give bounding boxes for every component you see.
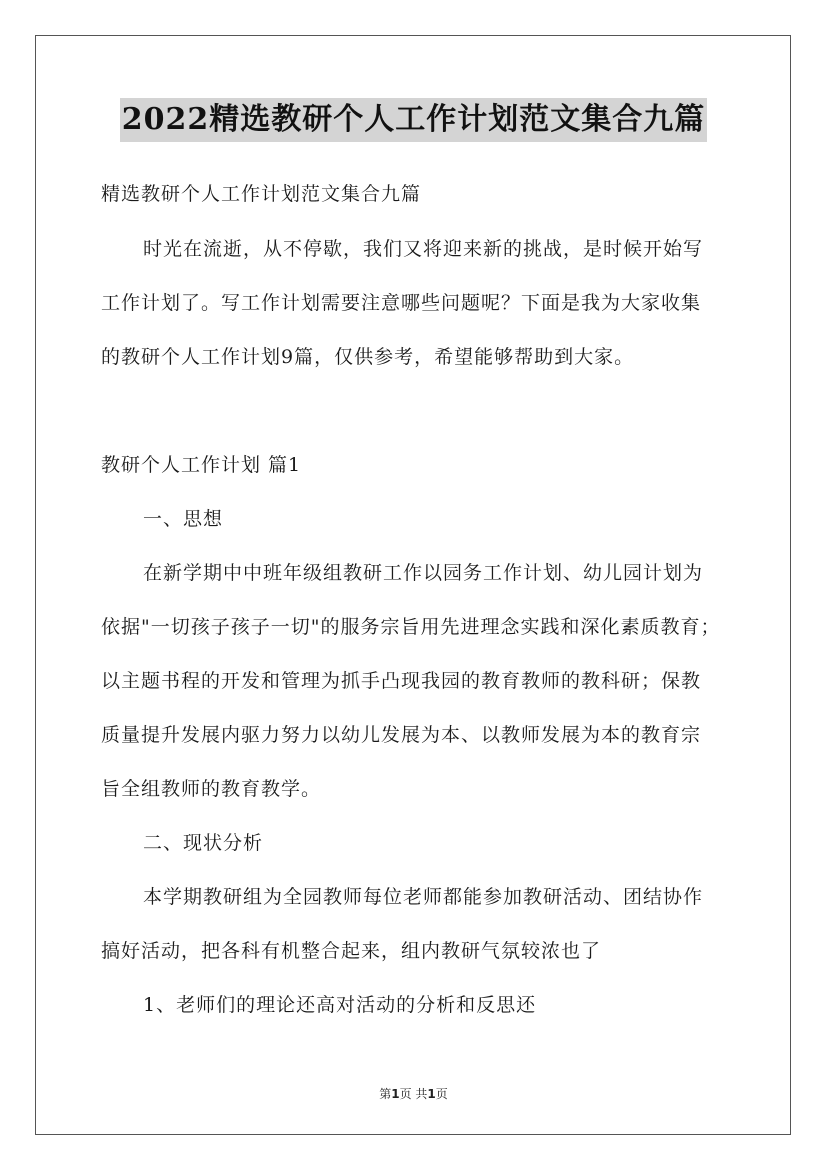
footer-middle: 页 共 [399, 1087, 428, 1101]
page-footer [0, 1085, 827, 1102]
paragraph-2-line-1: 本学期教研组为全园教师每位老师都能参加教研活动、团结协作 [143, 886, 704, 908]
paragraph-1-line-1: 在新学期中中班年级组教研工作以园务工作计划、幼儿园计划为 [143, 562, 704, 584]
footer-suffix: 页 [435, 1087, 448, 1101]
heading-thought: 一、思想 [143, 508, 224, 530]
heading-status-analysis: 二、现状分析 [143, 832, 264, 854]
footer-prefix: 第 [379, 1087, 392, 1101]
intro-line-2: 工作计划了。写工作计划需要注意哪些问题呢？下面是我为大家收集 [101, 292, 702, 314]
paragraph-1-line-4: 质量提升发展内驱力努力以幼儿发展为本、以教师发展为本的教育宗 [101, 724, 702, 746]
paragraph-1-line-3: 以主题书程的开发和管理为抓手凸现我园的教育教师的教科研；保教 [101, 670, 702, 692]
document-subtitle: 精选教研个人工作计划范文集合九篇 [101, 183, 422, 205]
paragraph-1-line-2: 依据"一切孩子孩子一切"的服务宗旨用先进理念实践和深化素质教育； [101, 616, 721, 638]
section-heading: 教研个人工作计划 篇1 [101, 454, 302, 476]
point-1: 1、老师们的理论还高对活动的分析和反思还 [143, 994, 537, 1016]
title-container [0, 98, 827, 142]
intro-line-3: 的教研个人工作计划9篇，仅供参考，希望能够帮助到大家。 [101, 346, 635, 368]
footer-page-number: 1 [391, 1087, 400, 1101]
footer-page-total: 1 [427, 1087, 436, 1101]
document-title: 2022精选教研个人工作计划范文集合九篇 [120, 98, 708, 142]
intro-line-1: 时光在流逝，从不停歇，我们又将迎来新的挑战，是时候开始写 [143, 238, 704, 260]
paragraph-2-line-2: 搞好活动，把各科有机整合起来，组内教研气氛较浓也了 [101, 940, 602, 962]
paragraph-1-line-5: 旨全组教师的教育教学。 [101, 778, 322, 800]
